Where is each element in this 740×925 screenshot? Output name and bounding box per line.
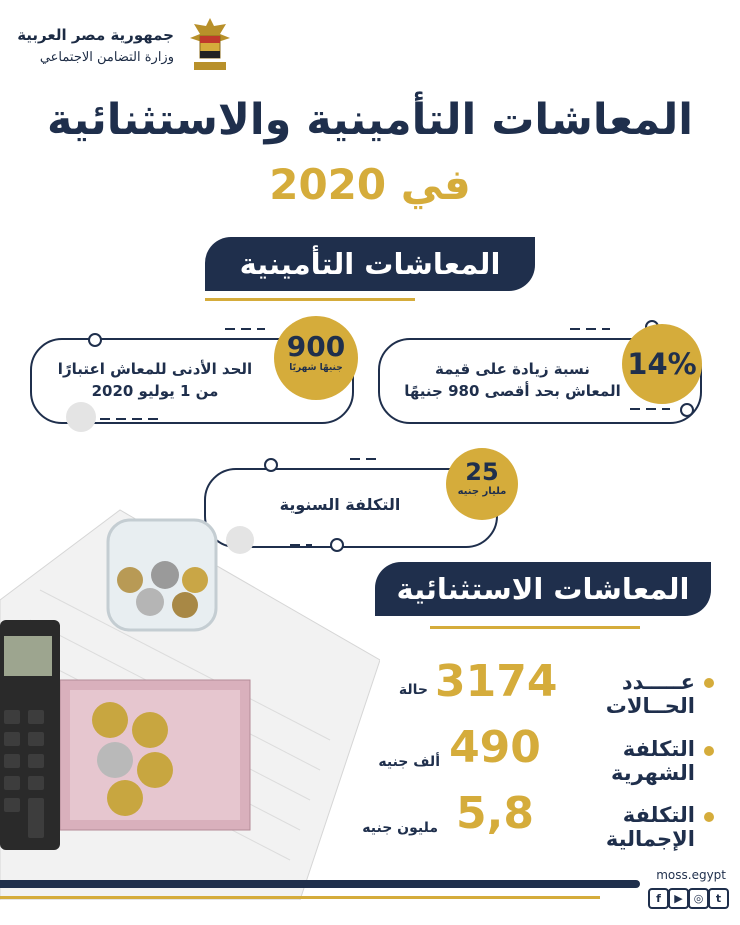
cases-count-value: 3174 [435,656,558,707]
heading-underline [205,298,415,301]
annual-badge-unit: مليار جنيه [457,486,507,497]
annual-cost-label: التكلفة السنوية [279,495,401,514]
social-handle[interactable]: moss.egypt [656,868,726,882]
total-cost-label: التكلفة الإجمالية [605,803,695,851]
footer-bar [0,880,640,888]
annual-cost-badge [446,448,518,520]
increase-text-line2: المعاش بحد أقصى 980 جنيهًا [404,382,621,400]
exceptional-section-heading: المعاشات الاستثنائية [375,562,711,616]
main-title-year: في 2020 [269,160,471,209]
increase-text-line1: نسبة زيادة على قيمة [435,360,590,378]
insurance-section-heading: المعاشات التأمينية [205,237,535,291]
ministry-name-line1: جمهورية مصر العربية [17,26,174,44]
main-title: المعاشات التأمينية والاستثنائية [46,95,693,145]
decorative-dash [100,418,158,420]
decorative-dash [225,328,265,330]
minimum-text-line2: من 1 يوليو 2020 [91,382,219,400]
decorative-dash [570,328,610,330]
instagram-icon[interactable]: ◎ [688,888,709,909]
monthly-cost-value: 490 [449,722,541,773]
monthly-cost-label: التكلفة الشهرية [611,737,695,785]
ministry-name-line2: وزارة التضامن الاجتماعي [39,50,174,65]
row-bullet [704,812,714,822]
youtube-icon[interactable]: ▶ [668,888,689,909]
minimum-badge-unit: جنيهًا شهريًا [289,363,343,373]
minimum-badge [274,316,358,400]
cases-count-label: عـــــدد الحــالات [605,670,695,718]
minimum-text-line1: الحد الأدنى للمعاش اعتبارًا [57,360,253,378]
row-bullet [704,678,714,688]
twitter-icon[interactable]: t [708,888,729,909]
heading-underline [430,626,640,629]
facebook-icon[interactable]: f [648,888,669,909]
monthly-cost-unit: ألف جنيه [378,754,440,770]
decorative-ring [88,333,102,347]
cases-count-unit: حالة [398,682,428,698]
decorative-ring [264,458,278,472]
decorative-dash [630,408,670,410]
money-illustration [0,480,380,900]
total-cost-value: 5,8 [456,788,534,839]
increase-badge: 14% [622,324,702,404]
decorative-dot [66,402,96,432]
annual-badge-value: 25 [465,458,499,486]
minimum-badge-value: 900 [286,330,346,363]
egypt-eagle-emblem [186,16,234,74]
decorative-ring [680,403,694,417]
row-bullet [704,746,714,756]
total-cost-unit: مليون جنيه [362,820,438,836]
footer-gold-line [0,896,600,899]
decorative-dash [350,458,382,460]
